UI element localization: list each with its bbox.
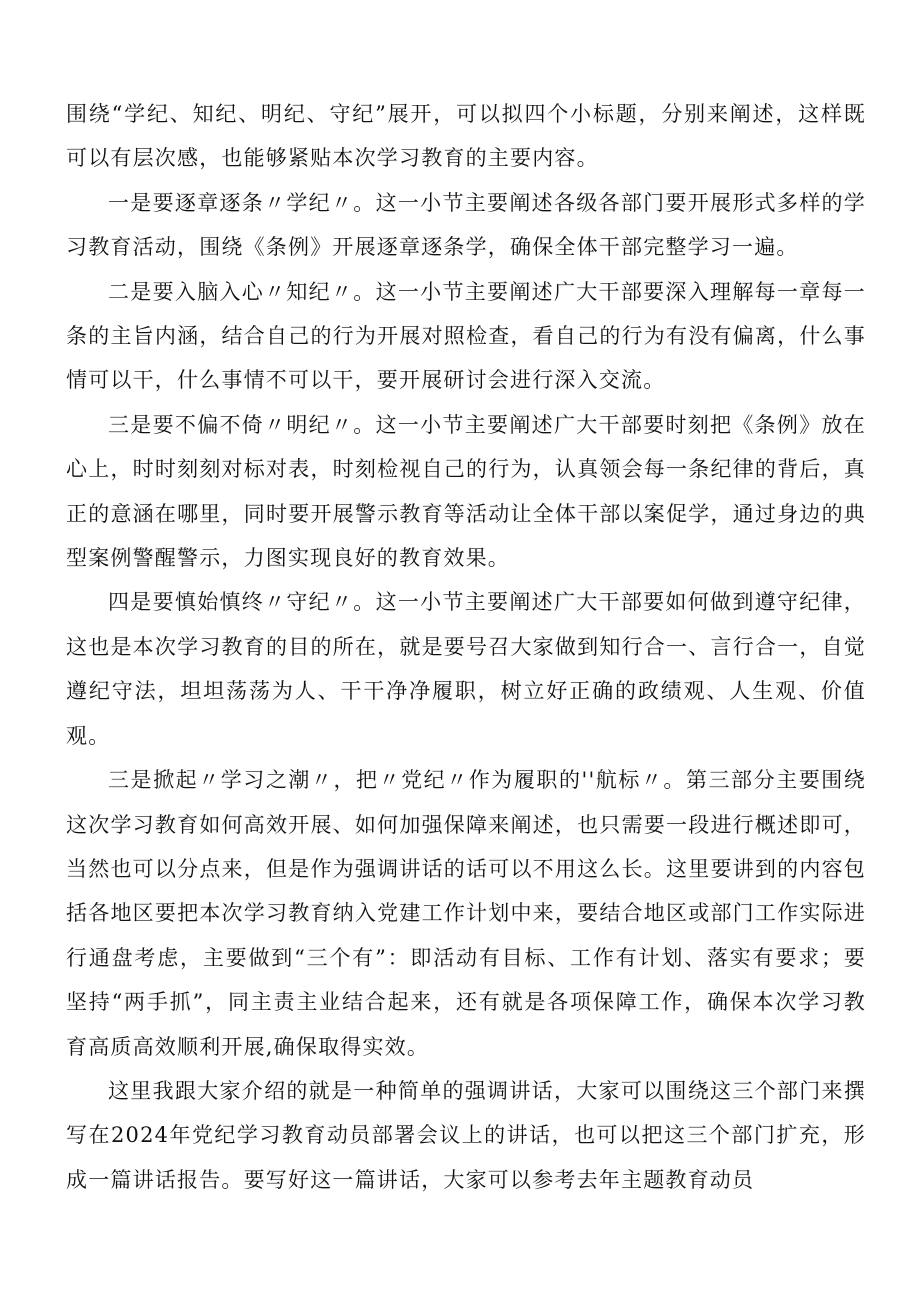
paragraph-know-discipline: 二是要入脑入心〃知纪〃。这一小节主要阐述广大干部要深入理解每一章每一条的主旨内涵，结合自己的行为开展对照检查，看自己的行为有没有偏离，什么事情可以干，什么事情不可以干，要开展研讨会进行深入交流。 <box>66 279 866 393</box>
paragraph-keep-discipline: 四是要慎始慎终〃守纪〃。这一小节主要阐述广大干部要如何做到遵守纪律，这也是本次学习教育的目的所在，就是要号召大家做到知行合一、言行合一，自觉遵纪守法，坦坦荡荡为人、干干净净履职，树立好正确的政绩观、人生观、价值观。 <box>66 590 866 748</box>
paragraph-closing: 这里我跟大家介绍的就是一种简单的强调讲话，大家可以围绕这三个部门来撰写在2024年党纪学习教育动员部署会议上的讲话，也可以把这三个部门扩充，形成一篇讲话报告。要写好这一篇讲话，大家可以参考去年主题教育动员 <box>66 1078 866 1192</box>
paragraph-learn-discipline: 一是要逐章逐条〃学纪〃。这一小节主要阐述各级各部门要开展形式多样的学习教育活动，围绕《条例》开展逐章逐条学，确保全体干部完整学习一遍。 <box>66 190 866 260</box>
document-body <box>66 92 866 1202</box>
paragraph-intro: 围绕“学纪、知纪、明纪、守纪”展开，可以拟四个小标题，分别来阐述，这样既可以有层次感，也能够紧贴本次学习教育的主要内容。 <box>66 102 866 171</box>
paragraph-part-three: 三是掀起〃学习之潮〃，把〃党纪〃作为履职的''航标〃。第三部分主要围绕这次学习教育如何高效开展、如何加强保障来阐述，也只需要一段进行概述即可，当然也可以分点来，但是作为强调讲话的话可以不用这么长。这里要讲到的内容包括各地区要把本次学习教育纳入党建工作计划中来，要结合地区或部门工作实际进行通盘考虑，主要做到“三个有”：即活动有目标、工作有计划、落实有要求；要坚持“两手抓”，同主责主业结合起来，还有就是各项保障工作，确保本次学习教育高质高效顺利开展,确保取得实效。 <box>66 768 866 1059</box>
paragraph-understand-discipline: 三是要不偏不倚〃明纪〃。这一小节主要阐述广大干部要时刻把《条例》放在心上，时时刻刻对标对表，时刻检视自己的行为，认真领会每一条纪律的背后，真正的意涵在哪里，同时要开展警示教育等活动让全体干部以案促学，通过身边的典型案例警醒警示，力图实现良好的教育效果。 <box>66 412 866 571</box>
